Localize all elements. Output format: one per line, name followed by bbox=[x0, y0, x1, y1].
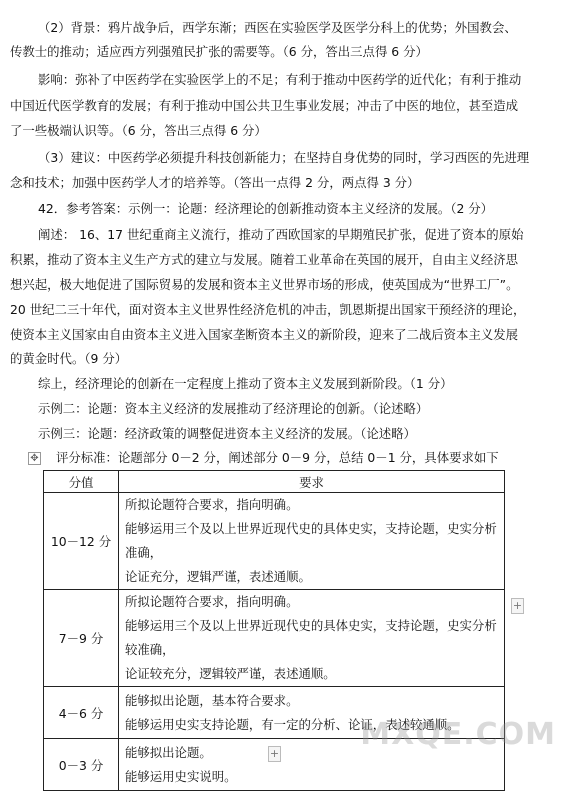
score-level: 0－3 分 bbox=[44, 739, 119, 791]
table-header-row bbox=[44, 471, 505, 493]
text-line: 的黄金时代。（9 分） bbox=[10, 351, 128, 366]
watermark-logo: MXQE.COM bbox=[360, 717, 556, 752]
score-level: 10－12 分 bbox=[44, 493, 119, 590]
text-line: （3）建议：中医药学必须提升科技创新能力；在坚持自身优势的同时，学习西医的先进理 bbox=[38, 150, 530, 165]
requirement-line: 能够运用史实支持论题，有一定的分析、论证，表述较通顺。 bbox=[125, 716, 460, 732]
requirement-line: 能够运用史实说明。 bbox=[125, 768, 237, 784]
requirement-line: 能够运用三个及以上世界近现代史的具体史实，支持论题，史实分析较准确， bbox=[125, 618, 497, 657]
text-line: 念和技术；加强中医药学人才的培养等。（答出一点得 2 分，两点得 3 分） bbox=[10, 175, 420, 190]
text-line: （2）背景：鸦片战争后，西学东渐；西医在实验医学及医学分科上的优势；外国教会、 bbox=[38, 20, 517, 35]
add-row-icon[interactable]: + bbox=[269, 747, 280, 760]
table-row bbox=[44, 493, 505, 590]
requirement-line: 论证较充分，逻辑较严谨，表述通顺。 bbox=[125, 666, 336, 681]
text-line: 影响：弥补了中医药学在实验医学上的不足；有利于推动中医药学的近代化；有利于推动 bbox=[38, 72, 522, 87]
table-header-level: 分值 bbox=[44, 471, 119, 493]
text-line: 综上，经济理论的创新在一定程度上推动了资本主义发展到新阶段。（1 分） bbox=[38, 376, 453, 391]
requirement-line: 论证充分，逻辑严谨，表述通顺。 bbox=[125, 569, 311, 584]
scoring-criteria-line: 评分标准：论题部分 0－2 分，阐述部分 0－9 分，总结 0－1 分，具体要求如下 bbox=[56, 450, 499, 465]
text-line: 中国近代医学教育的发展；有利于推动中国公共卫生事业发展；冲击了中医的地位，甚至造成 bbox=[10, 98, 519, 113]
text-line: 了一些极端认识等。（6 分，答出三点得 6 分） bbox=[10, 123, 267, 138]
text-line: 示例二：论题：资本主义经济的发展推动了经济理论的创新。（论述略） bbox=[38, 401, 429, 416]
text-line: 示例三：论题：经济政策的调整促进资本主义经济的发展。（论述略） bbox=[38, 426, 416, 441]
text-line: 使资本主义国家由自由资本主义进入国家垄断资本主义的新阶段，迎来了二战后资本主义发展 bbox=[10, 327, 519, 342]
text-line: 42．参考答案：示例一：论题：经济理论的创新推动资本主义经济的发展。（2 分） bbox=[38, 201, 494, 216]
table-row bbox=[44, 590, 505, 687]
text-line: 阐述： 16、17 世纪重商主义流行，推动了西欧国家的早期殖民扩张，促进了资本的原始 bbox=[38, 227, 524, 242]
requirement-cell bbox=[119, 493, 505, 590]
requirement-cell bbox=[119, 590, 505, 687]
score-level: 7－9 分 bbox=[44, 590, 119, 687]
text-line: 想兴起，极大地促进了国际贸易的发展和资本主义世界市场的形成，使英国成为“世界工厂”。 bbox=[10, 277, 519, 292]
move-handle-icon[interactable]: ✥ bbox=[28, 452, 41, 465]
score-level: 4－6 分 bbox=[44, 687, 119, 739]
text-line: 传教士的推动；适应西方列强殖民扩张的需要等。（6 分，答出三点得 6 分） bbox=[10, 44, 428, 59]
requirement-line: 所拟论题符合要求，指向明确。 bbox=[125, 497, 299, 512]
add-row-icon[interactable]: + bbox=[512, 599, 523, 612]
requirement-line: 能够运用三个及以上世界近现代史的具体史实，支持论题，史实分析准确， bbox=[125, 521, 497, 560]
requirement-line: 能够拟出论题。 bbox=[125, 744, 212, 760]
table-header-requirement: 要求 bbox=[119, 471, 505, 493]
requirement-line: 能够拟出论题，基本符合要求。 bbox=[125, 692, 299, 708]
text-line: 积累，推动了资本主义生产方式的建立与发展。随着工业革命在英国的展开，自由主义经济思 bbox=[10, 252, 519, 267]
text-line: 20 世纪二三十年代，面对资本主义世界性经济危机的冲击，凯恩斯提出国家干预经济的理论， bbox=[10, 302, 526, 317]
requirement-line: 所拟论题符合要求，指向明确。 bbox=[125, 594, 299, 609]
